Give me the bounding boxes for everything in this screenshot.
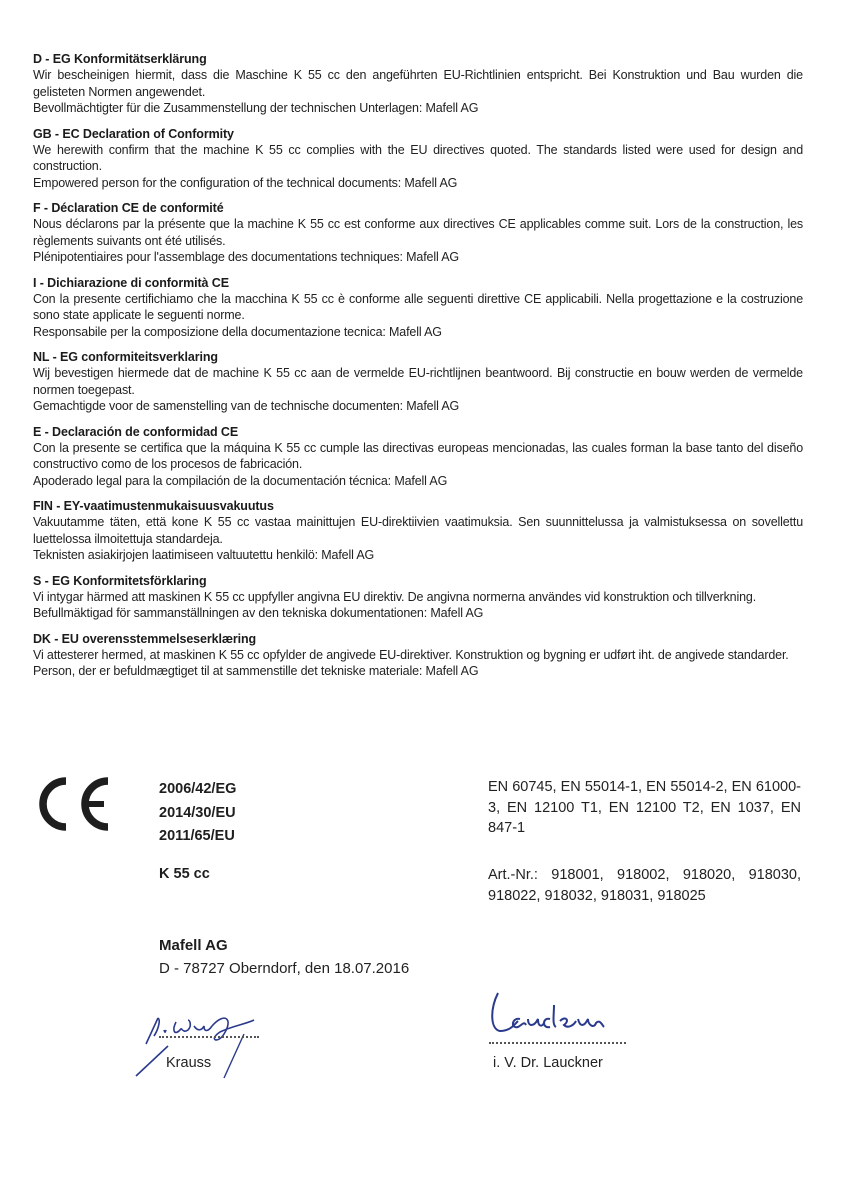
company-name: Mafell AG [159, 937, 228, 954]
declaration-person: Gemachtigde voor de samenstelling van de technische documenten: Mafell AG [33, 399, 460, 413]
declaration-person: Apoderado legal para la compilación de la documentación técnica: Mafell AG [33, 473, 448, 488]
signature-lauckner [484, 985, 634, 1045]
declaration-body: Nous déclarons par la présente que la machine K 55 cc est conforme aux directives CE applicables comme suit. Lors de la construction, les règlements suivants ont été utilisés. [33, 217, 803, 248]
declaration-title: F - Déclaration CE de conformité [33, 201, 224, 215]
article-numbers: Art.-Nr.: 918001, 918002, 918020, 918030, 918022, 918032, 918031, 918025 [488, 867, 801, 904]
signature-line-left [159, 1036, 259, 1039]
declaration-body: Con la presente se certifica que la máquina K 55 cc cumple las directivas europeas mencionadas, las cuales forman la base tanto del diseño constructivo como de los procesos de fabricación. [33, 440, 803, 471]
directive-item: 2011/65/EU [159, 828, 235, 844]
declaration-i [33, 276, 803, 341]
declaration-body: Wij bevestigen hiermede dat de machine K 55 cc aan de vermelde EU-richtlijnen beantwoord. Bij constructie en bouw werden de vermelde normen toegepast. [33, 366, 803, 397]
declaration-person: Responsabile per la composizione della documentazione tecnica: Mafell AG [33, 324, 442, 339]
declaration-title: FIN - EY-vaatimustenmukaisuusvakuutus [33, 499, 274, 513]
directive-item: 2006/42/EG [159, 781, 237, 797]
declaration-s [33, 574, 803, 622]
declaration-title: D - EG Konformitätserklärung [33, 52, 207, 66]
ce-mark-icon [36, 775, 112, 833]
directive-item: 2014/30/EU [159, 804, 236, 821]
declaration-person: Plénipotentiaires pour l'assemblage des documentations techniques: Mafell AG [33, 250, 459, 264]
declaration-body: Wir bescheinigen hiermit, dass die Maschine K 55 cc den angeführten EU-Richtlinien entspricht. Bei Konstruktion und Bau wurden die gelisteten Normen angewendet. [33, 68, 803, 99]
signature-line-right [489, 1042, 626, 1045]
declaration-person: Bevollmächtigter für die Zusammenstellung der technischen Unterlagen: Mafell AG [33, 101, 479, 115]
signer-name-right: i. V. Dr. Lauckner [493, 1055, 603, 1071]
machine-model: K 55 cc [159, 866, 210, 882]
declaration-body: Vi intygar härmed att maskinen K 55 cc uppfyller angivna EU direktiv. De angivna normerna användes vid konstruktion och tillverkning. [33, 589, 757, 604]
declaration-body: Vakuutamme täten, että kone K 55 cc vastaa mainittujen EU-direktiivien vaatimuksia. Sen suunnittelussa ja valmistuksessa on sovellettu luettelossa ilmoitettuja standardeja. [33, 515, 803, 546]
declaration-person: Teknisten asiakirjojen laatimiseen valtuutettu henkilö: Mafell AG [33, 548, 375, 562]
signer-name-left: Krauss [166, 1055, 212, 1071]
declaration-fin [33, 499, 803, 564]
declaration-title: NL - EG conformiteitsverklaring [33, 350, 218, 364]
declaration-title: S - EG Konformitetsförklaring [33, 573, 207, 588]
directives-list [159, 778, 236, 849]
declaration-de [33, 52, 803, 117]
declaration-dk [33, 632, 803, 680]
declaration-f [33, 201, 803, 266]
declaration-person: Empowered person for the configuration of the technical documents: Mafell AG [33, 175, 458, 190]
declaration-person: Person, der er befuldmægtiget til at sammenstille det tekniske materiale: Mafell AG [33, 664, 479, 678]
declaration-title: I - Dichiarazione di conformità CE [33, 275, 229, 290]
declarations-list [33, 52, 803, 690]
place-date: D - 78727 Oberndorf, den 18.07.2016 [159, 960, 410, 977]
declaration-e [33, 425, 803, 490]
declaration-body: Vi attesterer hermed, at maskinen K 55 cc opfylder de angivede EU-direktiver. Konstruktion og bygning er udført iht. de angivede standarder. [33, 647, 789, 662]
declaration-body: Con la presente certifichiamo che la macchina K 55 cc è conforme alle seguenti direttive CE applicabili. Nella progettazione e la costruzione sono state applicate le seguenti norme. [33, 291, 803, 322]
declaration-person: Befullmäktigad för sammanställningen av den tekniska dokumentationen: Mafell AG [33, 606, 484, 620]
standards-list: EN 60745, EN 55014-1, EN 55014-2, EN 61000-3, EN 12100 T1, EN 12100 T2, EN 1037, EN 847-1 [488, 779, 801, 836]
declaration-nl [33, 350, 803, 415]
declaration-title: E - Declaración de conformidad CE [33, 424, 239, 439]
declaration-title: GB - EC Declaration of Conformity [33, 126, 234, 141]
declaration-gb [33, 127, 803, 192]
declaration-title: DK - EU overensstemmelseserklæring [33, 631, 257, 646]
declaration-body: We herewith confirm that the machine K 55 cc complies with the EU directives quoted. The standards listed were used for design and construction. [33, 142, 803, 173]
